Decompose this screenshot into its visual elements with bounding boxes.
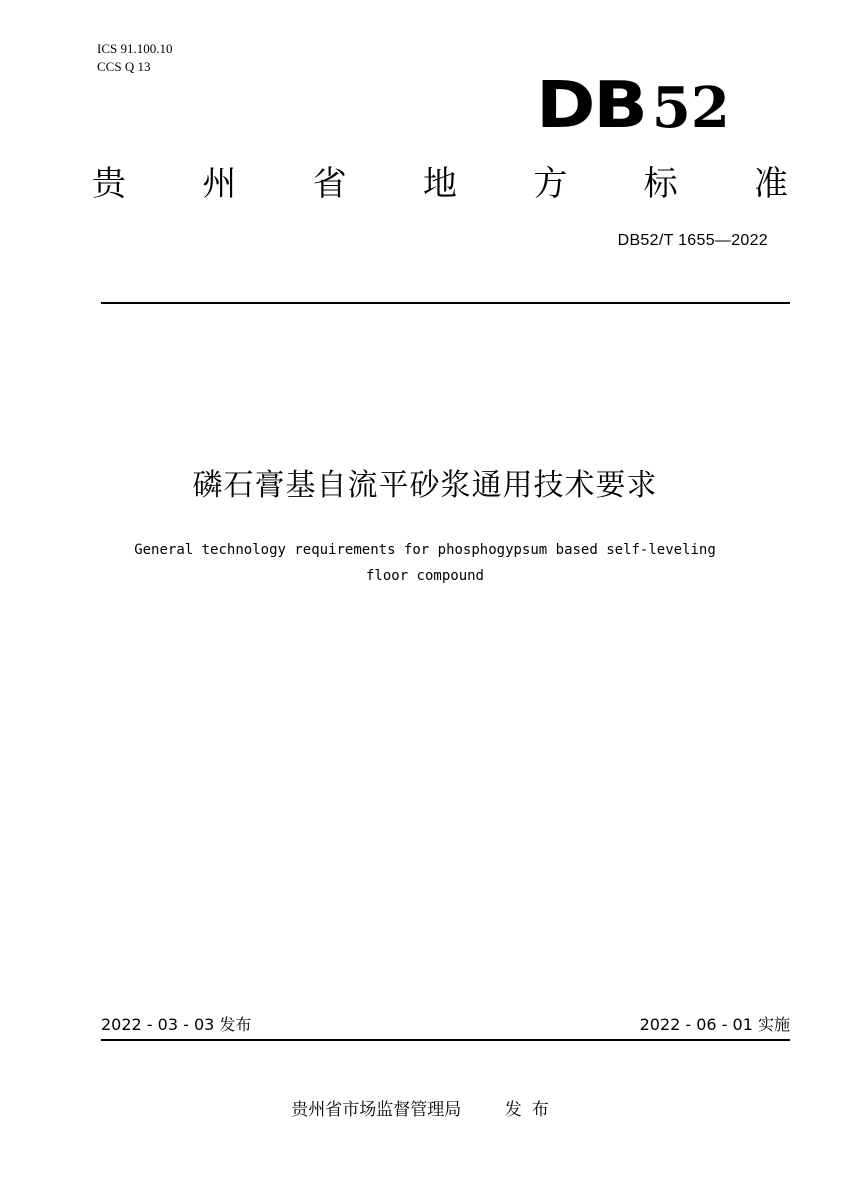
- ccs-code: CCS Q 13: [97, 59, 151, 74]
- title-english-line-1: General technology requirements for phosphogypsum based self-leveling: [134, 542, 716, 558]
- implementation-date: 2022 - 06 - 01 实施: [639, 1015, 790, 1034]
- title-english: [60, 537, 790, 589]
- top-divider: [101, 302, 790, 304]
- issue-date: 2022 - 03 - 03 发布: [101, 1015, 252, 1034]
- bottom-divider: [101, 1039, 790, 1041]
- db-logo-code: 52: [651, 75, 730, 141]
- classification-codes: [97, 40, 172, 76]
- db-logo-prefix: DB: [536, 69, 646, 143]
- ics-code: ICS 91.100.10: [97, 41, 173, 56]
- issuer-action: 发布: [504, 1100, 559, 1120]
- issuer-organization: 贵州省市场监督管理局: [291, 1100, 462, 1120]
- title-chinese: 磷石膏基自流平砂浆通用技术要求: [192, 468, 658, 503]
- db-logo: [536, 69, 730, 143]
- title-english-line-2: floor compound: [365, 568, 484, 584]
- standard-type-char: 州: [202, 164, 237, 204]
- standard-type-char: 准: [753, 164, 788, 204]
- date-row: [101, 1014, 790, 1036]
- standard-type-char: 地: [422, 164, 457, 204]
- standard-type-char: 贵: [92, 164, 126, 204]
- standard-type-heading: [92, 164, 788, 204]
- standard-type-char: 标: [643, 164, 678, 204]
- standard-number: DB52/T 1655—2022: [617, 232, 768, 249]
- issuing-authority: [0, 1099, 850, 1121]
- standard-type-char: 省: [312, 164, 347, 204]
- standard-type-char: 方: [533, 164, 568, 204]
